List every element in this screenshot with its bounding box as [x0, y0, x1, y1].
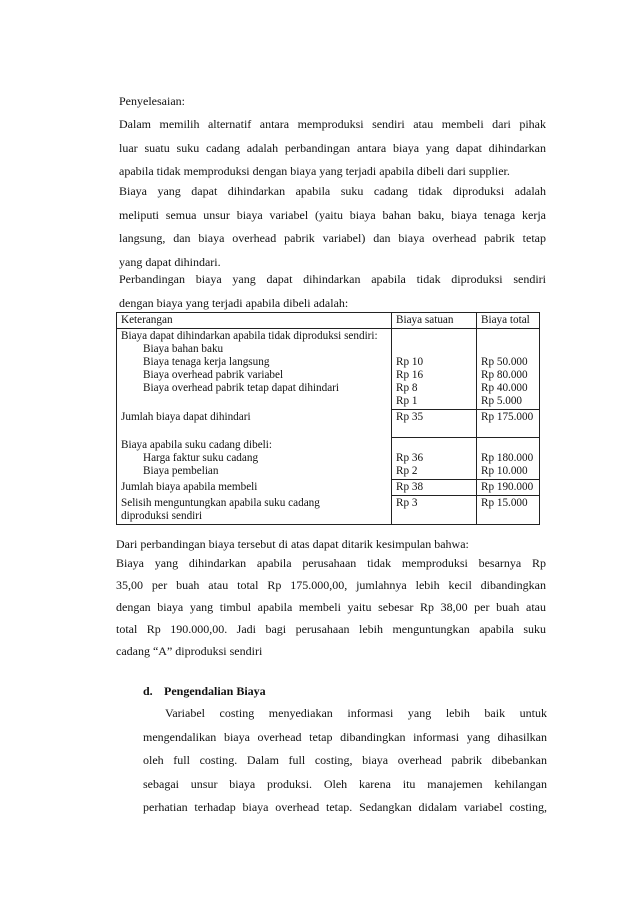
text-line: perhatian terhadap biaya overhead tetap. Sedangkan didalam variabel costing, — [143, 800, 547, 815]
group1-labels — [117, 329, 392, 410]
unit-value: Rp 36 — [396, 452, 424, 464]
text-line: Dalam memilih alternatif antara memproduksi sendiri atau membeli dari pihak — [119, 117, 546, 131]
table-row — [117, 480, 540, 496]
sum-unit: Rp 35 — [392, 410, 477, 438]
text-line: Perbandingan biaya yang dapat dihindarkan apabila tidak diproduksi sendiri — [119, 272, 546, 286]
group1-title: Biaya dapat dihindarkan apabila tidak diproduksi sendiri: — [121, 330, 378, 342]
sum-total: Rp 175.000 — [477, 410, 540, 438]
paragraph-3 — [119, 268, 546, 315]
group2-labels — [117, 438, 392, 480]
unit-value: Rp 10 — [396, 356, 424, 368]
text-line: oleh full costing. Dalam full costing, biaya overhead pabrik dibebankan — [143, 753, 547, 768]
table-row — [117, 496, 540, 525]
paragraph-1 — [119, 113, 546, 184]
text-line: yang dapat dihindari. — [119, 254, 221, 269]
text-line: luar suatu suku cadang adalah perbandingan antara biaya yang dapat dihindarkan — [119, 140, 546, 155]
text-line: Variabel costing menyediakan informasi yang lebih baik untuk — [165, 706, 547, 720]
unit-value: Rp 2 — [396, 465, 418, 477]
item-label: Harga faktur suku cadang — [143, 451, 259, 464]
item-label: Biaya pembelian — [143, 464, 219, 477]
group2-title: Biaya apabila suku cadang dibeli: — [121, 438, 272, 451]
text-line: meliputi semua unsur biaya variabel (yaitu biaya bahan baku, biaya tenaga kerja — [119, 207, 546, 222]
cost-comparison-table — [116, 312, 540, 525]
text-line: langsung, dan biaya overhead pabrik variabel) dan biaya overhead pabrik tetap — [119, 231, 546, 246]
diff-label-line: Selisih menguntungkan apabila suku cadang — [121, 496, 320, 509]
total-value: Rp 10.000 — [481, 465, 528, 477]
sum-unit: Rp 38 — [392, 480, 477, 496]
text-line: dengan biaya yang timbul apabila membeli yaitu sebesar Rp 38,00 per buah atau — [116, 600, 546, 614]
header-cell: Keterangan — [117, 313, 392, 329]
group1-totals — [477, 329, 540, 410]
section-title: Pengendalian Biaya — [164, 684, 266, 698]
unit-value: Rp 8 — [396, 382, 418, 394]
section-number: d. — [143, 684, 153, 698]
text-line: Dari perbandingan biaya tersebut di atas dapat ditarik kesimpulan bahwa: — [116, 537, 469, 551]
total-value: Rp 40.000 — [481, 382, 528, 394]
item-label: Biaya overhead pabrik tetap dapat dihindari — [143, 382, 340, 394]
total-value: Rp 50.000 — [481, 356, 528, 368]
group2-units — [392, 438, 477, 480]
section-body — [143, 702, 547, 820]
sum-total: Rp 190.000 — [477, 480, 540, 496]
sum-label: Jumlah biaya dapat dihindari — [121, 410, 251, 423]
section-heading — [143, 680, 547, 702]
text-line: apabila tidak memproduksi dengan biaya yang terjadi apabila dibeli dari supplier. — [119, 164, 510, 179]
diff-label-line: diproduksi sendiri — [121, 509, 203, 522]
diff-unit: Rp 3 — [392, 496, 477, 525]
text-line: sebagai unsur biaya produksi. Oleh karena itu manajemen kehilangan — [143, 776, 547, 791]
item-label: Biaya tenaga kerja langsung — [143, 356, 270, 368]
solution-heading — [119, 90, 546, 114]
paragraph-2 — [119, 180, 546, 274]
header-cell: Biaya total — [477, 313, 540, 329]
total-value: Rp 180.000 — [481, 452, 534, 464]
text-line: total Rp 190.000,00. Jadi bagi perusahaan lebih menguntungkan apabila suku — [116, 622, 546, 636]
table-header-row — [117, 313, 540, 329]
text-line: Biaya yang dihindarkan apabila perusahaan tidak memproduksi besarnya Rp — [116, 556, 546, 570]
group2-totals — [477, 438, 540, 480]
header-cell: Biaya satuan — [392, 313, 477, 329]
text-line: 35,00 per buah atau total Rp 175.000,00, jumlahnya lebih kecil dibandingkan — [116, 578, 546, 592]
group1-units — [392, 329, 477, 410]
text-line: mengendalikan biaya overhead tetap dibandingkan informasi yang dihasilkan — [143, 729, 547, 744]
table-row — [117, 438, 540, 480]
text-line: dengan biaya yang terjadi apabila dibeli adalah: — [119, 295, 349, 310]
unit-value: Rp 16 — [396, 369, 424, 381]
text-line: Biaya yang dapat dihindarkan apabila suku cadang tidak diproduksi adalah — [119, 184, 546, 198]
diff-total: Rp 15.000 — [477, 496, 540, 525]
unit-value: Rp 1 — [396, 395, 418, 407]
group1-sum-label — [117, 410, 392, 438]
heading-text: Penyelesaian: — [119, 94, 185, 108]
table-row — [117, 329, 540, 410]
item-label: Biaya overhead pabrik variabel — [143, 369, 284, 381]
difference-label — [117, 496, 392, 525]
group2-sum-label: Jumlah biaya apabila membeli — [117, 480, 392, 496]
paragraph-conclusion — [116, 536, 546, 662]
table-row — [117, 410, 540, 438]
total-value: Rp 80.000 — [481, 369, 528, 381]
total-value: Rp 5.000 — [481, 395, 523, 407]
text-line: cadang “A” diproduksi sendiri — [116, 644, 263, 658]
item-label: Biaya bahan baku — [143, 343, 224, 355]
